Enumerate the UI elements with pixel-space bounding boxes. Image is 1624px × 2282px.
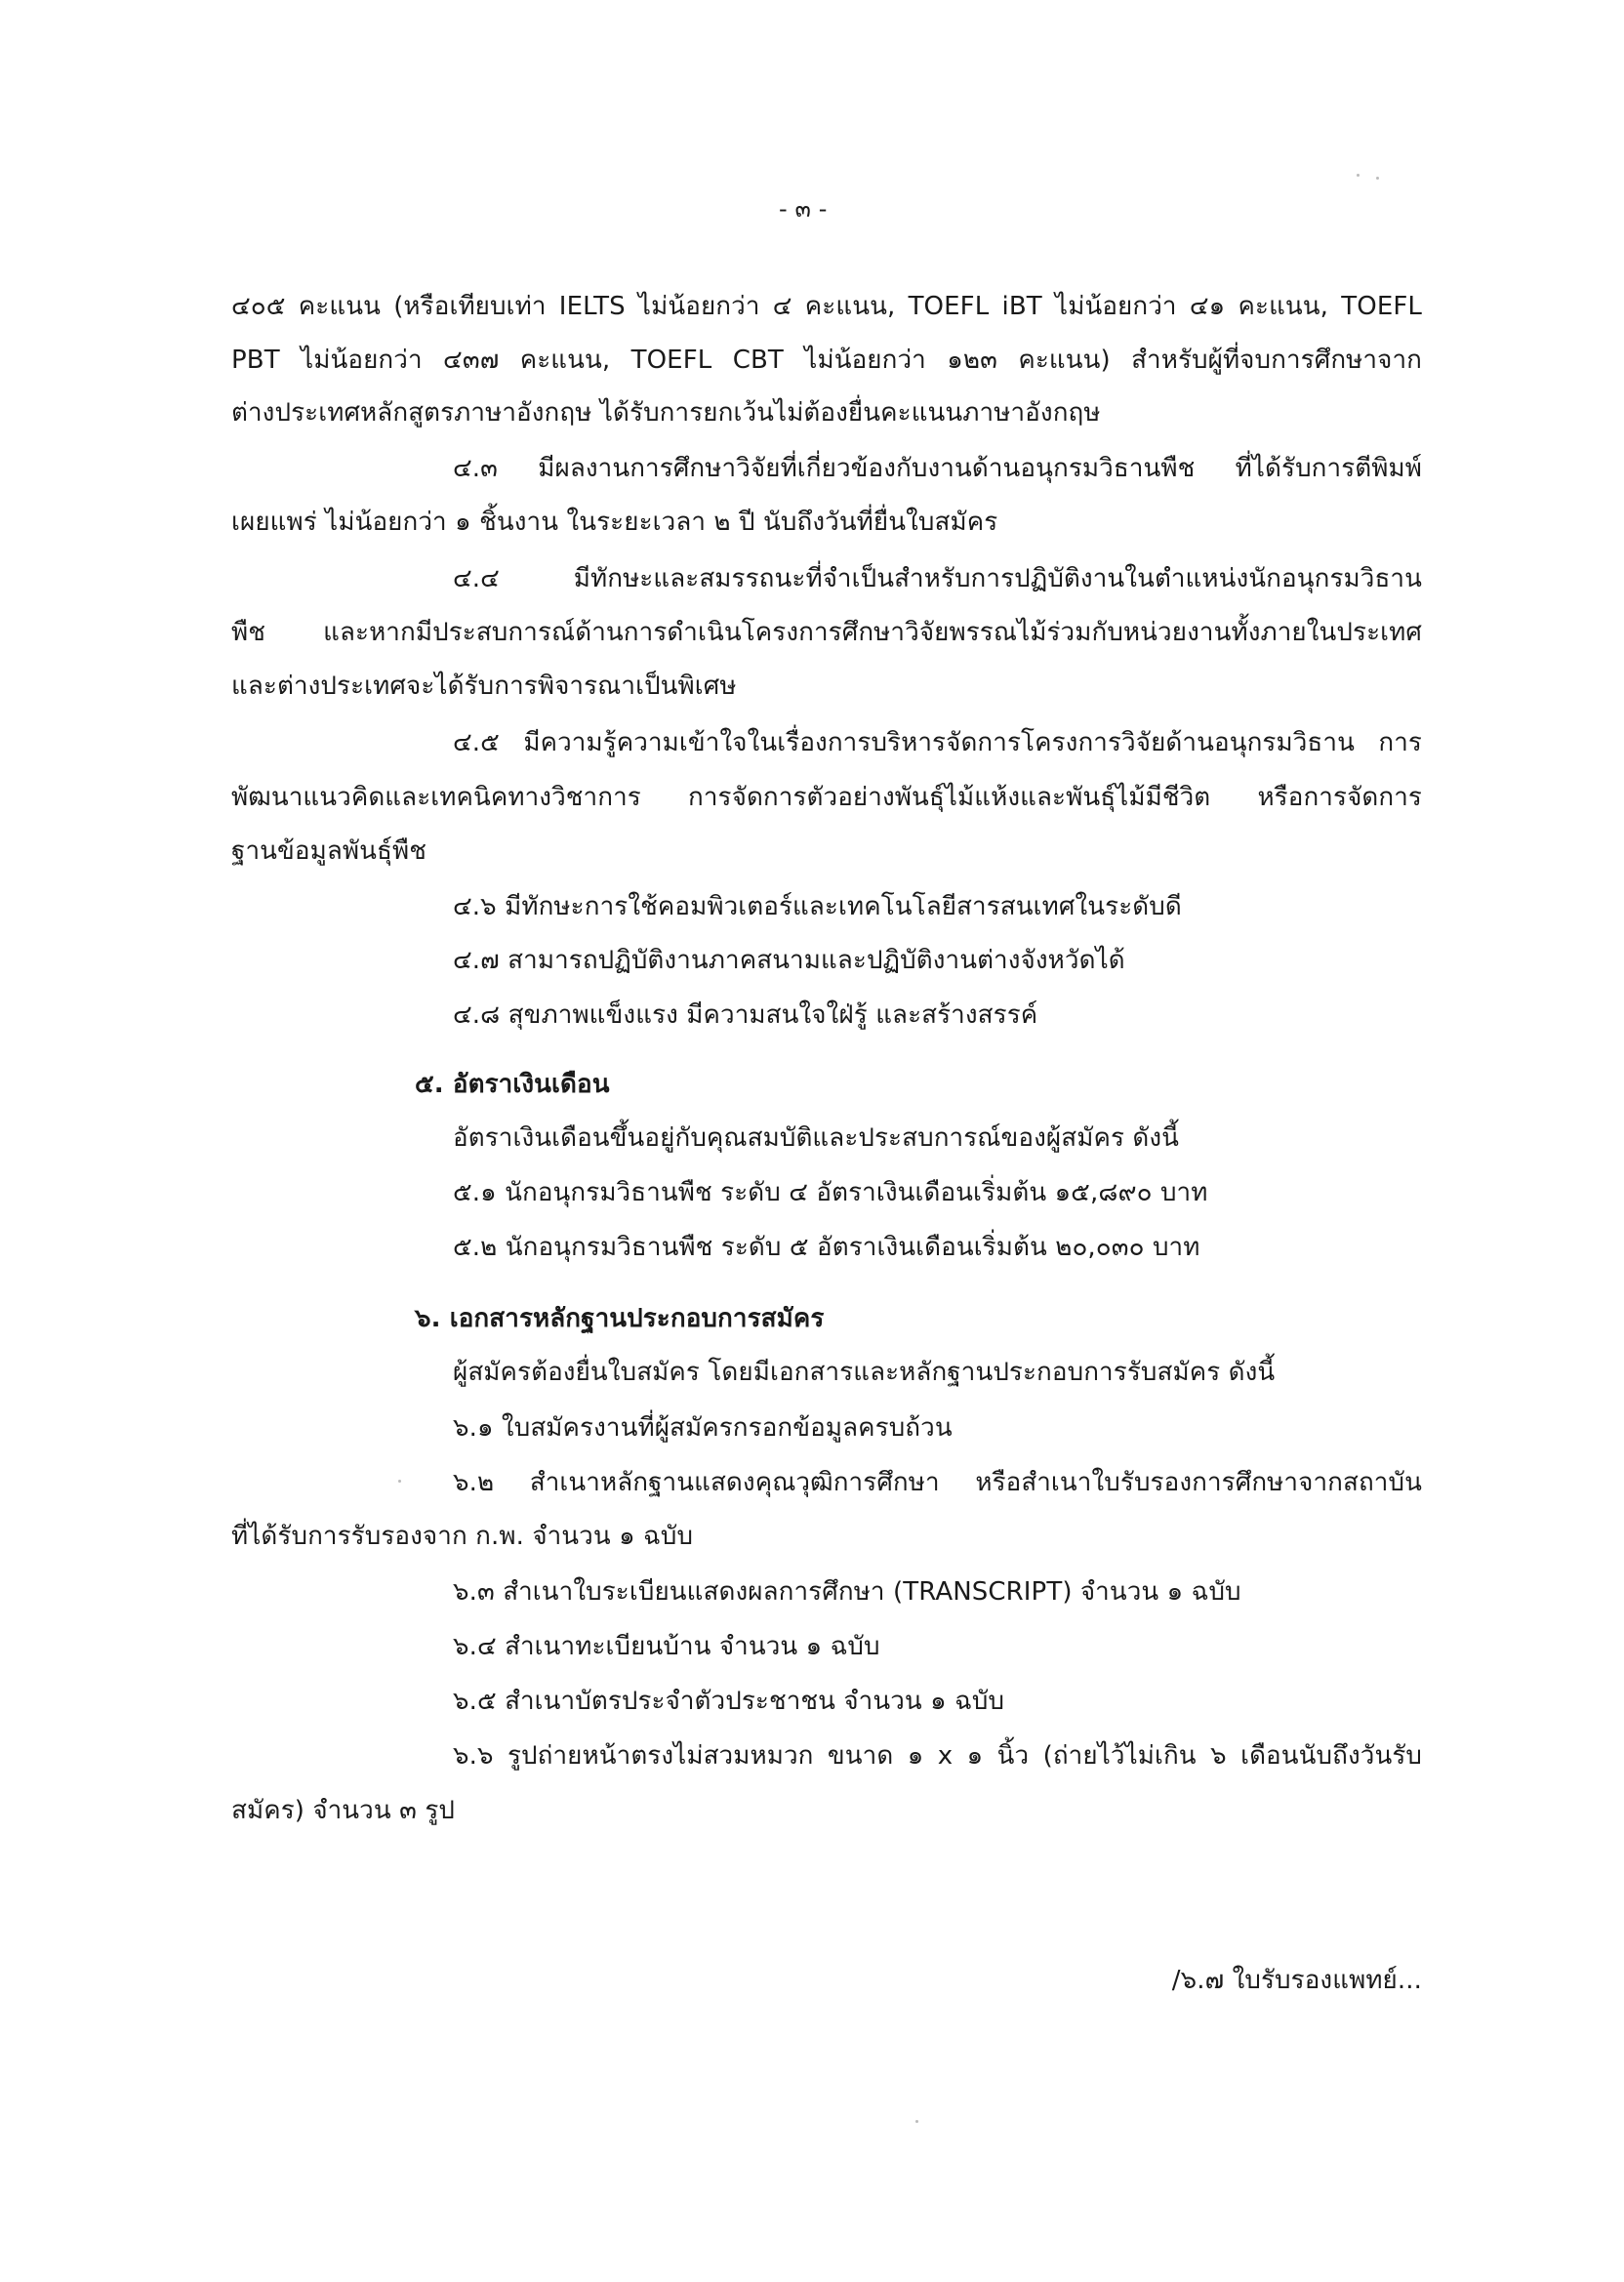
para-4-2-line-3: ต่างประเทศหลักสูตรภาษาอังกฤษ ได้รับการยกเว้นไม่ต้องยื่นคะแนนภาษาอังกฤษ (231, 398, 1101, 428)
item-5-1: ๕.๑ นักอนุกรมวิธานพืช ระดับ ๔ อัตราเงินเดือนเริ่มต้น ๑๕,๘๙๐ บาท (453, 1178, 1208, 1207)
scan-speck (1357, 174, 1360, 177)
section-6-intro: ผู้สมัครต้องยื่นใบสมัคร โดยมีเอกสารและหลักฐานประกอบการรับสมัคร ดังนี้ (453, 1358, 1276, 1387)
section-5-intro: อัตราเงินเดือนขึ้นอยู่กับคุณสมบัติและประสบการณ์ของผู้สมัคร ดังนี้ (453, 1123, 1180, 1153)
item-6-6-line-2: สมัคร) จำนวน ๓ รูป (231, 1796, 456, 1825)
item-4-4-line-1: ๔.๔ มีทักษะและสมรรถนะที่จำเป็นสำหรับการปฏิบัติงานในตำแหน่งนักอนุกรมวิธาน (453, 564, 1422, 593)
item-6-4: ๖.๔ สำเนาทะเบียนบ้าน จำนวน ๑ ฉบับ (453, 1632, 880, 1661)
item-4-7: ๔.๗ สามารถปฏิบัติงานภาคสนามและปฏิบัติงานต่างจังหวัดได้ (453, 946, 1125, 975)
scan-speck (1376, 177, 1379, 180)
item-4-5-line-1: ๔.๕ มีความรู้ความเข้าใจในเรื่องการบริหารจัดการโครงการวิจัยด้านอนุกรมวิธาน การ (453, 728, 1422, 757)
item-5-2: ๕.๒ นักอนุกรมวิธานพืช ระดับ ๕ อัตราเงินเดือนเริ่มต้น ๒๐,๐๓๐ บาท (453, 1233, 1200, 1262)
item-4-6: ๔.๖ มีทักษะการใช้คอมพิวเตอร์และเทคโนโลยีสารสนเทศในระดับดี (453, 892, 1182, 921)
section-5-heading: ๕. อัตราเงินเดือน (415, 1070, 610, 1099)
item-6-3: ๖.๓ สำเนาใบระเบียนแสดงผลการศึกษา (TRANSCRIPT) จำนวน ๑ ฉบับ (453, 1577, 1241, 1607)
page-number: - ๓ - (779, 195, 828, 223)
para-4-2-line-2: PBT ไม่น้อยกว่า ๔๓๗ คะแนน, TOEFL CBT ไม่น้อยกว่า ๑๒๓ คะแนน) สำหรับผู้ที่จบการศึกษาจาก (231, 346, 1422, 375)
item-6-6-line-1: ๖.๖ รูปถ่ายหน้าตรงไม่สวมหมวก ขนาด ๑ x ๑ นิ้ว (ถ่ายไว้ไม่เกิน ๖ เดือนนับถึงวันรับ (453, 1741, 1422, 1771)
section-6-heading: ๖. เอกสารหลักฐานประกอบการสมัคร (415, 1304, 825, 1333)
item-4-5-line-2: พัฒนาแนวคิดและเทคนิคทางวิชาการ การจัดการตัวอย่างพันธุ์ไม้แห้งและพันธุ์ไม้มีชีวิต หรือการจัดการ (231, 783, 1422, 812)
continuation-note: /๖.๗ ใบรับรองแพทย์... (1171, 1966, 1422, 1995)
scan-speck (915, 2120, 918, 2123)
item-4-5-line-3: ฐานข้อมูลพันธุ์พืช (231, 836, 426, 866)
item-4-3-line-1: ๔.๓ มีผลงานการศึกษาวิจัยที่เกี่ยวข้องกับงานด้านอนุกรมวิธานพืช ที่ได้รับการตีพิมพ์ (453, 454, 1422, 483)
item-6-5: ๖.๕ สำเนาบัตรประจำตัวประชาชน จำนวน ๑ ฉบับ (453, 1687, 1005, 1716)
para-4-2-line-1: ๔๐๕ คะแนน (หรือเทียบเท่า IELTS ไม่น้อยกว่า ๔ คะแนน, TOEFL iBT ไม่น้อยกว่า ๔๑ คะแนน, TOEFL (231, 292, 1422, 321)
scan-speck (398, 1480, 401, 1483)
item-4-8: ๔.๘ สุขภาพแข็งแรง มีความสนใจใฝ่รู้ และสร้างสรรค์ (453, 1000, 1038, 1030)
item-6-1: ๖.๑ ใบสมัครงานที่ผู้สมัครกรอกข้อมูลครบถ้วน (453, 1413, 953, 1443)
item-6-2-line-1: ๖.๒ สำเนาหลักฐานแสดงคุณวุฒิการศึกษา หรือสำเนาใบรับรองการศึกษาจากสถาบัน (453, 1468, 1422, 1497)
item-4-4-line-3: และต่างประเทศจะได้รับการพิจารณาเป็นพิเศษ (231, 672, 737, 701)
item-4-4-line-2: พืช และหากมีประสบการณ์ด้านการดำเนินโครงการศึกษาวิจัยพรรณไม้ร่วมกับหน่วยงานทั้งภายในประเทศ (231, 618, 1422, 647)
item-4-3-line-2: เผยแพร่ ไม่น้อยกว่า ๑ ชิ้นงาน ในระยะเวลา ๒ ปี นับถึงวันที่ยื่นใบสมัคร (231, 508, 998, 537)
item-6-2-line-2: ที่ได้รับการรับรองจาก ก.พ. จำนวน ๑ ฉบับ (231, 1522, 694, 1551)
